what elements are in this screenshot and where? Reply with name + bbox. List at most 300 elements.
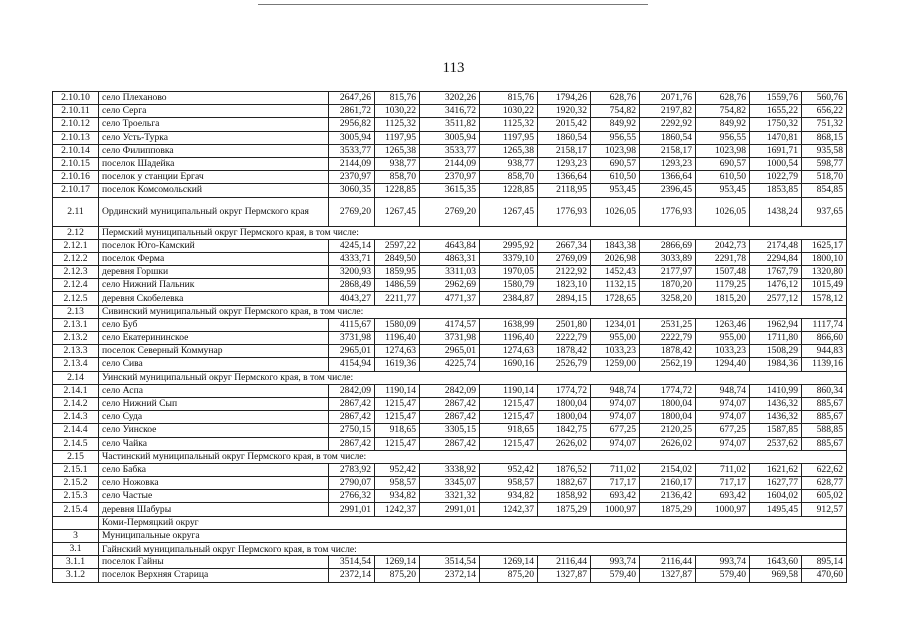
row-code: 2.13.4: [53, 358, 99, 371]
value-cell: 849,92: [591, 118, 640, 131]
section-row: [53, 371, 847, 384]
value-cell: 1878,42: [538, 345, 591, 358]
row-name: деревня Горшки: [99, 266, 329, 279]
value-cell: 751,32: [802, 118, 847, 131]
value-cell: 2991,01: [420, 503, 480, 516]
row-name: поселок Северный Коммунар: [99, 345, 329, 358]
value-cell: 1507,48: [696, 266, 750, 279]
value-cell: 1263,46: [696, 318, 750, 331]
value-cell: 2384,87: [480, 292, 538, 305]
value-cell: 3511,82: [420, 118, 480, 131]
value-cell: 974,07: [591, 437, 640, 450]
value-cell: 2769,20: [420, 197, 480, 226]
value-cell: 1026,05: [696, 197, 750, 226]
value-cell: 937,65: [802, 197, 847, 226]
value-cell: 1638,99: [480, 318, 538, 331]
value-cell: 605,02: [802, 490, 847, 503]
row-code: 2.14.5: [53, 437, 99, 450]
value-cell: 1800,04: [640, 397, 696, 410]
value-cell: 3202,26: [420, 92, 480, 105]
value-cell: 952,42: [480, 463, 538, 476]
value-cell: 1410,99: [750, 384, 802, 397]
value-cell: 2962,69: [420, 279, 480, 292]
value-cell: 1794,26: [538, 92, 591, 105]
row-name: село Уинское: [99, 424, 329, 437]
row-code: 2.12.3: [53, 266, 99, 279]
value-cell: 895,14: [802, 556, 847, 569]
value-cell: 4643,84: [420, 239, 480, 252]
value-cell: 2120,25: [640, 424, 696, 437]
value-cell: 2842,09: [420, 384, 480, 397]
value-cell: 1269,14: [375, 556, 420, 569]
value-cell: 1125,32: [480, 118, 538, 131]
value-cell: 1436,32: [750, 397, 802, 410]
row-code: 2.14.4: [53, 424, 99, 437]
table-row: [53, 318, 847, 331]
value-cell: 1259,00: [591, 358, 640, 371]
value-cell: 3338,92: [420, 463, 480, 476]
value-cell: 598,77: [802, 157, 847, 170]
table-row: [53, 118, 847, 131]
row-code: 2.15.4: [53, 503, 99, 516]
tariff-table: [52, 91, 847, 583]
value-cell: 3615,35: [420, 184, 480, 197]
value-cell: 885,67: [802, 437, 847, 450]
value-cell: 935,58: [802, 144, 847, 157]
value-cell: 1800,04: [640, 411, 696, 424]
value-cell: 948,74: [696, 384, 750, 397]
value-cell: 1625,17: [802, 239, 847, 252]
value-cell: 4115,67: [329, 318, 375, 331]
value-cell: 610,50: [591, 171, 640, 184]
value-cell: 934,82: [480, 490, 538, 503]
value-cell: 2222,79: [640, 332, 696, 345]
value-cell: 1366,64: [640, 171, 696, 184]
value-cell: 1870,20: [640, 279, 696, 292]
row-code: 2.14.2: [53, 397, 99, 410]
table-row: [53, 345, 847, 358]
value-cell: 2867,42: [420, 437, 480, 450]
value-cell: 2122,92: [538, 266, 591, 279]
value-cell: 1274,63: [375, 345, 420, 358]
row-code: 2.13.1: [53, 318, 99, 331]
value-cell: 956,55: [591, 131, 640, 144]
value-cell: 2174,48: [750, 239, 802, 252]
value-cell: 3321,32: [420, 490, 480, 503]
value-cell: 2866,69: [640, 239, 696, 252]
value-cell: 944,83: [802, 345, 847, 358]
row-code: 2.13.3: [53, 345, 99, 358]
value-cell: 1026,05: [591, 197, 640, 226]
value-cell: 560,76: [802, 92, 847, 105]
value-cell: 3416,72: [420, 105, 480, 118]
value-cell: 622,62: [802, 463, 847, 476]
value-cell: 1970,05: [480, 266, 538, 279]
value-cell: 2294,84: [750, 252, 802, 265]
value-cell: 1436,32: [750, 411, 802, 424]
value-cell: 3379,10: [480, 252, 538, 265]
value-cell: 1033,23: [696, 345, 750, 358]
row-code: 2.10.12: [53, 118, 99, 131]
row-name: село Нижний Пальник: [99, 279, 329, 292]
value-cell: 2026,98: [591, 252, 640, 265]
value-cell: 2577,12: [750, 292, 802, 305]
value-cell: 1139,16: [802, 358, 847, 371]
value-cell: 2894,15: [538, 292, 591, 305]
table-row: [53, 252, 847, 265]
value-cell: 1215,47: [375, 437, 420, 450]
value-cell: 2197,82: [640, 105, 696, 118]
value-cell: 875,20: [480, 569, 538, 582]
value-cell: 2867,42: [420, 397, 480, 410]
row-code: 2.10.15: [53, 157, 99, 170]
row-name: село Аспа: [99, 384, 329, 397]
value-cell: 1800,04: [538, 397, 591, 410]
value-cell: 2136,42: [640, 490, 696, 503]
value-cell: 1875,29: [538, 503, 591, 516]
value-cell: 1242,37: [480, 503, 538, 516]
row-name: Уинский муниципальный округ Пермского края, в том числе:: [99, 371, 847, 384]
table-row: [53, 358, 847, 371]
value-cell: 2750,15: [329, 424, 375, 437]
value-cell: 3533,77: [329, 144, 375, 157]
value-cell: 690,57: [591, 157, 640, 170]
value-cell: 1767,79: [750, 266, 802, 279]
value-cell: 3514,54: [420, 556, 480, 569]
value-cell: 1023,98: [591, 144, 640, 157]
row-code: 2.12.4: [53, 279, 99, 292]
value-cell: 860,34: [802, 384, 847, 397]
page-number: 113: [442, 60, 465, 76]
value-cell: 953,45: [696, 184, 750, 197]
row-name: село Суда: [99, 411, 329, 424]
value-cell: 958,57: [375, 477, 420, 490]
value-cell: 717,17: [696, 477, 750, 490]
value-cell: 1815,20: [696, 292, 750, 305]
table-row: [53, 569, 847, 582]
row-code: 2.12.5: [53, 292, 99, 305]
value-cell: 628,77: [802, 477, 847, 490]
value-cell: 3033,89: [640, 252, 696, 265]
value-cell: 1984,36: [750, 358, 802, 371]
row-code: 2.15.2: [53, 477, 99, 490]
value-cell: 875,20: [375, 569, 420, 582]
value-cell: 1022,79: [750, 171, 802, 184]
value-cell: 1875,29: [640, 503, 696, 516]
row-name: село Ножовка: [99, 477, 329, 490]
value-cell: 1269,14: [480, 556, 538, 569]
value-cell: 1179,25: [696, 279, 750, 292]
value-cell: 956,55: [696, 131, 750, 144]
row-code: [53, 516, 99, 529]
value-cell: 628,76: [591, 92, 640, 105]
value-cell: 2116,44: [538, 556, 591, 569]
value-cell: 2849,50: [375, 252, 420, 265]
value-cell: 938,77: [375, 157, 420, 170]
value-cell: 2842,09: [329, 384, 375, 397]
value-cell: 1293,23: [640, 157, 696, 170]
table-row: [53, 411, 847, 424]
table-row: [53, 266, 847, 279]
value-cell: 1776,93: [538, 197, 591, 226]
value-cell: 1750,32: [750, 118, 802, 131]
value-cell: 2154,02: [640, 463, 696, 476]
value-cell: 1860,54: [640, 131, 696, 144]
row-code: 2.13: [53, 305, 99, 318]
value-cell: 2071,76: [640, 92, 696, 105]
row-name: Пермский муниципальный округ Пермского края, в том числе:: [99, 226, 847, 239]
row-name: село Серга: [99, 105, 329, 118]
value-cell: 912,57: [802, 503, 847, 516]
table-row: [53, 131, 847, 144]
value-cell: 711,02: [696, 463, 750, 476]
value-cell: 1452,43: [591, 266, 640, 279]
value-cell: 1621,62: [750, 463, 802, 476]
row-code: 2.15.3: [53, 490, 99, 503]
row-code: 2.10.10: [53, 92, 99, 105]
value-cell: 858,70: [375, 171, 420, 184]
value-cell: 2790,07: [329, 477, 375, 490]
row-code: 2.14.3: [53, 411, 99, 424]
value-cell: 1030,22: [480, 105, 538, 118]
value-cell: 1495,45: [750, 503, 802, 516]
row-code: 2.12.1: [53, 239, 99, 252]
value-cell: 1776,93: [640, 197, 696, 226]
row-name: Гайнский муниципальный округ Пермского края, в том числе:: [99, 543, 847, 556]
value-cell: 579,40: [591, 569, 640, 582]
table-row: [53, 397, 847, 410]
value-cell: 2144,09: [329, 157, 375, 170]
value-cell: 1320,80: [802, 266, 847, 279]
value-cell: 3200,93: [329, 266, 375, 279]
value-cell: 656,22: [802, 105, 847, 118]
value-cell: 2537,62: [750, 437, 802, 450]
value-cell: 2597,22: [375, 239, 420, 252]
value-cell: 3345,07: [420, 477, 480, 490]
value-cell: 1197,95: [480, 131, 538, 144]
value-cell: 1030,22: [375, 105, 420, 118]
value-cell: 974,07: [591, 397, 640, 410]
table-row: [53, 292, 847, 305]
value-cell: 866,60: [802, 332, 847, 345]
value-cell: 2769,09: [538, 252, 591, 265]
value-cell: 4333,71: [329, 252, 375, 265]
value-cell: 518,70: [802, 171, 847, 184]
value-cell: 974,07: [696, 411, 750, 424]
value-cell: 2562,19: [640, 358, 696, 371]
value-cell: 1132,15: [591, 279, 640, 292]
value-cell: 1774,72: [538, 384, 591, 397]
row-name: село Буб: [99, 318, 329, 331]
value-cell: 938,77: [480, 157, 538, 170]
value-cell: 1015,49: [802, 279, 847, 292]
value-cell: 1125,32: [375, 118, 420, 131]
value-cell: 1691,71: [750, 144, 802, 157]
row-code: 2.12.2: [53, 252, 99, 265]
value-cell: 1000,54: [750, 157, 802, 170]
row-name: Сивинский муниципальный округ Пермского края, в том числе:: [99, 305, 847, 318]
value-cell: 1274,63: [480, 345, 538, 358]
table-row: [53, 556, 847, 569]
value-cell: 1215,47: [375, 397, 420, 410]
value-cell: 4043,27: [329, 292, 375, 305]
value-cell: 2370,97: [329, 171, 375, 184]
value-cell: 1486,59: [375, 279, 420, 292]
value-cell: 3731,98: [420, 332, 480, 345]
value-cell: 955,00: [591, 332, 640, 345]
value-cell: 2144,09: [420, 157, 480, 170]
value-cell: 955,00: [696, 332, 750, 345]
row-name: поселок Шадейка: [99, 157, 329, 170]
value-cell: 1559,76: [750, 92, 802, 105]
value-cell: 3311,03: [420, 266, 480, 279]
row-code: 2.10.13: [53, 131, 99, 144]
value-cell: 3305,15: [420, 424, 480, 437]
value-cell: 2158,17: [538, 144, 591, 157]
value-cell: 948,74: [591, 384, 640, 397]
row-name: поселок Комсомольский: [99, 184, 329, 197]
value-cell: 4771,37: [420, 292, 480, 305]
value-cell: 974,07: [696, 437, 750, 450]
row-name: село Сива: [99, 358, 329, 371]
value-cell: 3731,98: [329, 332, 375, 345]
value-cell: 1215,47: [480, 437, 538, 450]
row-name: село Частые: [99, 490, 329, 503]
value-cell: 690,57: [696, 157, 750, 170]
value-cell: 1438,24: [750, 197, 802, 226]
value-cell: 754,82: [591, 105, 640, 118]
value-cell: 2042,73: [696, 239, 750, 252]
table-row: [53, 332, 847, 345]
value-cell: 1267,45: [480, 197, 538, 226]
value-cell: 2783,92: [329, 463, 375, 476]
value-cell: 2626,02: [640, 437, 696, 450]
value-cell: 1267,45: [375, 197, 420, 226]
top-rule: [258, 4, 648, 5]
table-row: [53, 171, 847, 184]
row-name: поселок Юго-Камский: [99, 239, 329, 252]
value-cell: 693,42: [591, 490, 640, 503]
value-cell: 2118,95: [538, 184, 591, 197]
value-cell: 854,85: [802, 184, 847, 197]
value-cell: 1843,38: [591, 239, 640, 252]
value-cell: 1265,38: [480, 144, 538, 157]
value-cell: 993,74: [696, 556, 750, 569]
value-cell: 1627,77: [750, 477, 802, 490]
table-row: [53, 184, 847, 197]
value-cell: 610,50: [696, 171, 750, 184]
value-cell: 1294,40: [696, 358, 750, 371]
value-cell: 1860,54: [538, 131, 591, 144]
value-cell: 969,58: [750, 569, 802, 582]
value-cell: 858,70: [480, 171, 538, 184]
value-cell: 1859,95: [375, 266, 420, 279]
value-cell: 1580,79: [480, 279, 538, 292]
value-cell: 1878,42: [640, 345, 696, 358]
row-name: деревня Скобелевка: [99, 292, 329, 305]
value-cell: 974,07: [591, 411, 640, 424]
value-cell: 974,07: [696, 397, 750, 410]
value-cell: 2292,92: [640, 118, 696, 131]
row-code: 2.14: [53, 371, 99, 384]
value-cell: 2291,78: [696, 252, 750, 265]
value-cell: 1196,40: [375, 332, 420, 345]
row-code: 2.10.14: [53, 144, 99, 157]
value-cell: 953,45: [591, 184, 640, 197]
row-code: 3.1: [53, 543, 99, 556]
value-cell: 1580,09: [375, 318, 420, 331]
value-cell: 2626,02: [538, 437, 591, 450]
value-cell: 2531,25: [640, 318, 696, 331]
row-code: 3.1.2: [53, 569, 99, 582]
value-cell: 1711,80: [750, 332, 802, 345]
value-cell: 1366,64: [538, 171, 591, 184]
value-cell: 1842,75: [538, 424, 591, 437]
value-cell: 3533,77: [420, 144, 480, 157]
value-cell: 2867,42: [329, 437, 375, 450]
value-cell: 1293,23: [538, 157, 591, 170]
row-name: село Троельга: [99, 118, 329, 131]
value-cell: 1619,36: [375, 358, 420, 371]
row-name: деревня Шабуры: [99, 503, 329, 516]
row-name: Ординский муниципальный округ Пермского края: [99, 197, 329, 226]
value-cell: 1578,12: [802, 292, 847, 305]
value-cell: 2158,17: [640, 144, 696, 157]
row-name: Коми-Пермяцкий округ: [99, 516, 847, 529]
value-cell: 1690,16: [480, 358, 538, 371]
value-cell: 2015,42: [538, 118, 591, 131]
value-cell: 885,67: [802, 397, 847, 410]
row-name: поселок Ферма: [99, 252, 329, 265]
value-cell: 1327,87: [640, 569, 696, 582]
table-row: [53, 463, 847, 476]
value-cell: 579,40: [696, 569, 750, 582]
value-cell: 2370,97: [420, 171, 480, 184]
value-cell: 2372,14: [420, 569, 480, 582]
row-code: 3: [53, 529, 99, 542]
value-cell: 1196,40: [480, 332, 538, 345]
value-cell: 2867,42: [329, 397, 375, 410]
value-cell: 1190,14: [480, 384, 538, 397]
value-cell: 815,76: [375, 92, 420, 105]
row-code: 2.10.11: [53, 105, 99, 118]
value-cell: 2965,01: [420, 345, 480, 358]
table-row: [53, 157, 847, 170]
value-cell: 2868,49: [329, 279, 375, 292]
row-name: поселок Верхняя Старица: [99, 569, 329, 582]
value-cell: 1476,12: [750, 279, 802, 292]
table-row: [53, 477, 847, 490]
value-cell: 2501,80: [538, 318, 591, 331]
value-cell: 2177,97: [640, 266, 696, 279]
section-row: [53, 450, 847, 463]
value-cell: 1920,32: [538, 105, 591, 118]
table-row: [53, 384, 847, 397]
value-cell: 1728,65: [591, 292, 640, 305]
value-cell: 1823,10: [538, 279, 591, 292]
value-cell: 4863,31: [420, 252, 480, 265]
value-cell: 1643,60: [750, 556, 802, 569]
value-cell: 1000,97: [696, 503, 750, 516]
value-cell: 2222,79: [538, 332, 591, 345]
value-cell: 3258,20: [640, 292, 696, 305]
value-cell: 1876,52: [538, 463, 591, 476]
value-cell: 693,42: [696, 490, 750, 503]
value-cell: 1962,94: [750, 318, 802, 331]
value-cell: 2211,77: [375, 292, 420, 305]
section-row: [53, 226, 847, 239]
row-name: поселок Гайны: [99, 556, 329, 569]
